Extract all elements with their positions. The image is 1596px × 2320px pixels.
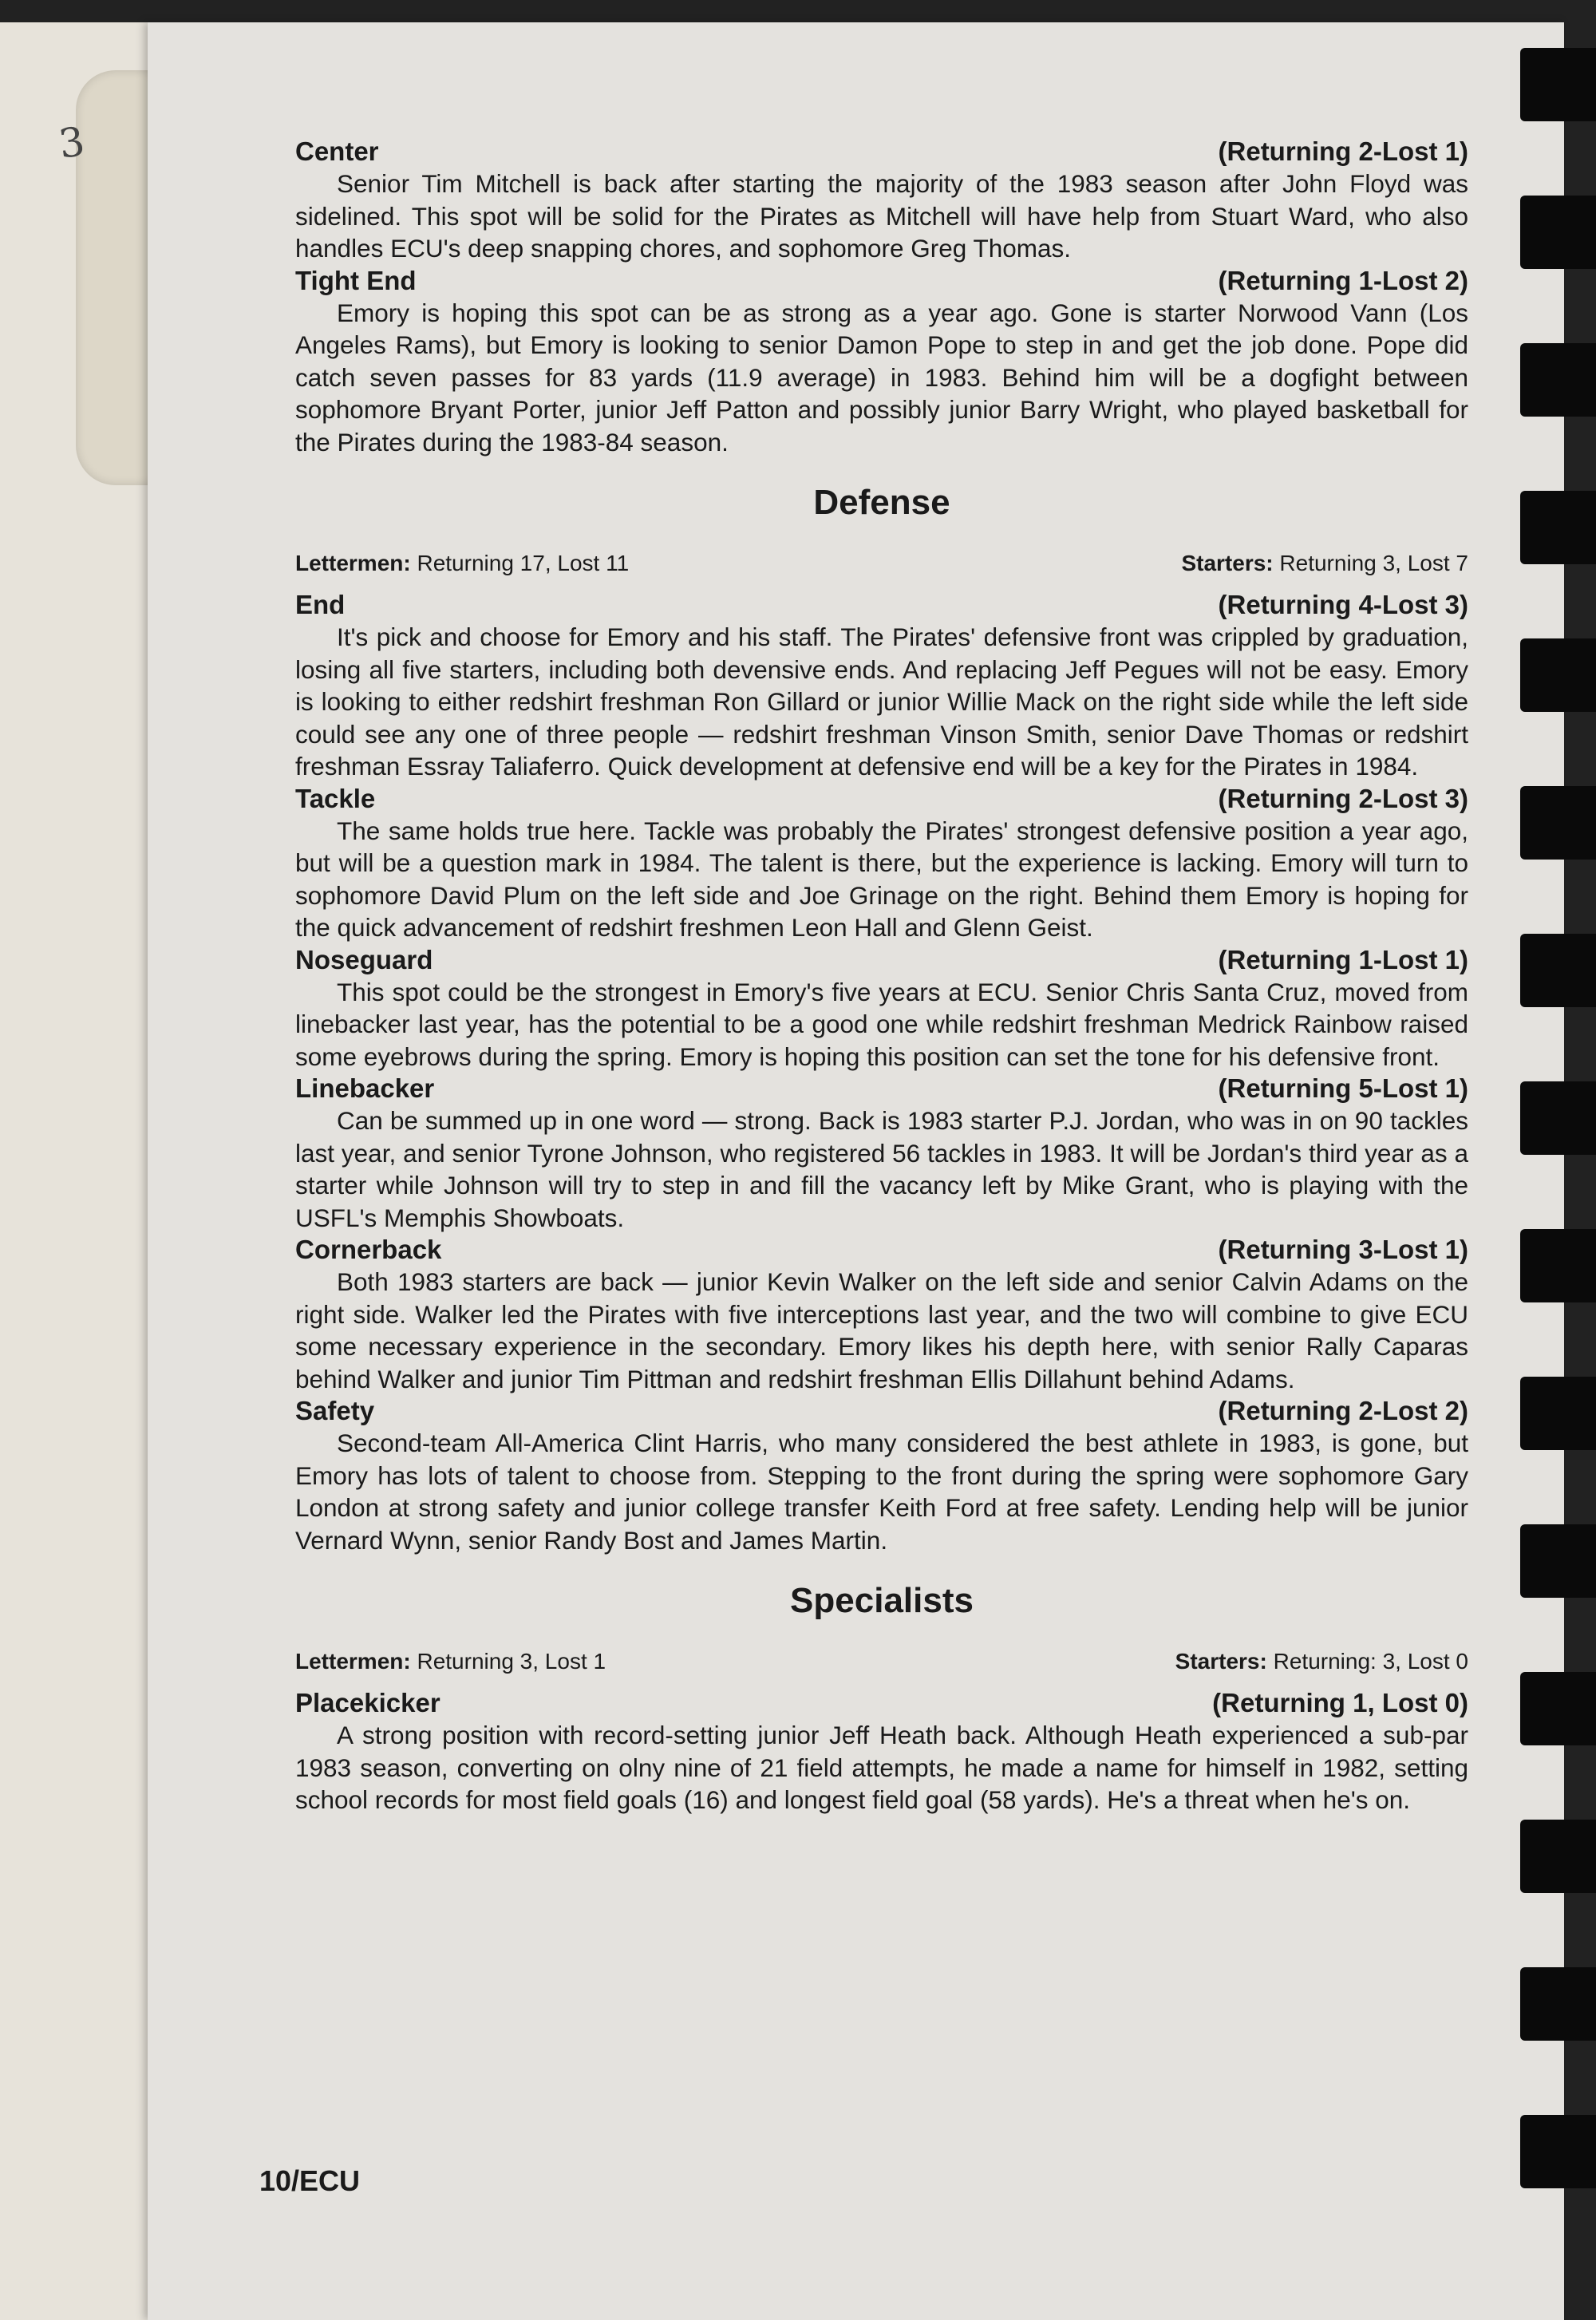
position-status: (Returning 2-Lost 3)	[1218, 783, 1468, 813]
position-block	[295, 136, 1468, 265]
position-text-content: Second-team All-America Clint Harris, who many considered the best athlete in 1983, is gone, but Emory has lots of talent to choose from. Stepping to the front during the spring were sophomore Gary London at strong safety and junior college transfer Keith Ford at free safety. Lending help will be junior Vernard Wynn, senior Randy Bost and James Martin.	[295, 1429, 1468, 1555]
binding-ring	[1520, 1967, 1596, 2041]
position-text-content: Can be summed up in one word — strong. Back is 1983 starter P.J. Jordan, who was in on 90 tackles last year, and senior Tyrone Johnson, who registered 56 tackles in 1983. It will be Jordan's third year as a starter while Johnson will try to step in and fill the vacancy left by Mike Grant, who is playing with the USFL's Memphis Showboats.	[295, 1106, 1468, 1232]
position-heading	[295, 265, 1468, 297]
binding-ring	[1520, 196, 1596, 269]
position-name: Tackle	[295, 783, 376, 813]
position-text	[295, 1105, 1468, 1234]
position-block	[295, 1073, 1468, 1234]
specialists-starters	[1175, 1647, 1468, 1676]
binding-ring	[1520, 1820, 1596, 1893]
binding-ring	[1520, 638, 1596, 712]
page-number: 10/ECU	[259, 2164, 361, 2197]
position-status: (Returning 5-Lost 1)	[1218, 1073, 1468, 1103]
position-text	[295, 1266, 1468, 1395]
position-block	[295, 1234, 1468, 1395]
position-heading	[295, 136, 1468, 168]
binding-ring	[1520, 1229, 1596, 1302]
lettermen-label: Lettermen:	[295, 551, 411, 575]
specialists-section-title: Specialists	[790, 1581, 974, 1620]
position-text-content: This spot could be the strongest in Emory's five years at ECU. Senior Chris Santa Cruz, moved from linebacker last year, has the potential to be a good one while redshirt freshman Medrick Rainbow raised some eyebrows during the spring. Emory is hoping this position can set the tone for his defensive front.	[295, 977, 1468, 1071]
position-text	[295, 621, 1468, 783]
spiral-binding	[1520, 48, 1596, 2282]
position-name: End	[295, 590, 346, 619]
defense-lettermen	[295, 549, 629, 578]
position-status: (Returning 2-Lost 1)	[1218, 136, 1468, 166]
position-text	[295, 168, 1468, 265]
starters-value: Returning: 3, Lost 0	[1273, 1649, 1468, 1674]
position-status: (Returning 1-Lost 1)	[1218, 944, 1468, 974]
position-block	[295, 944, 1468, 1073]
lettermen-value: Returning 17, Lost 11	[417, 551, 630, 575]
position-block	[295, 589, 1468, 783]
position-status: (Returning 3-Lost 1)	[1218, 1235, 1468, 1264]
position-heading	[295, 589, 1468, 621]
position-text	[295, 1427, 1468, 1556]
binding-ring	[1520, 1524, 1596, 1598]
defense-section-title: Defense	[813, 483, 950, 522]
position-name: Placekicker	[295, 1688, 440, 1717]
position-text-content: It's pick and choose for Emory and his staff. The Pirates' defensive front was crippled by graduation, losing all five starters, including both devensive ends. And replacing Jeff Pegues will not be easy. Emory is looking to either redshirt freshman Ron Gillard or junior Willie Mack on the right side while the left side could see any one of three people — redshirt freshman Vinson Smith, senior Dave Thomas or redshirt freshman Essray Taliaferro. Quick development at defensive end will be a key for the Pirates in 1984.	[295, 622, 1468, 781]
position-heading	[295, 1073, 1468, 1105]
position-name: Linebacker	[295, 1073, 435, 1103]
position-heading	[295, 944, 1468, 976]
specialists-lettermen-row	[295, 1647, 1468, 1676]
binding-ring	[1520, 1672, 1596, 1745]
binding-ring	[1520, 1377, 1596, 1450]
position-text-content: Senior Tim Mitchell is back after starting the majority of the 1983 season after John Floyd was sidelined. This spot will be solid for the Pirates as Mitchell will have help from Stuart Ward, who also handles ECU's deep snapping chores, and sophomore Greg Thomas.	[295, 169, 1468, 263]
binding-ring	[1520, 786, 1596, 860]
position-block	[295, 783, 1468, 944]
position-name: Safety	[295, 1396, 375, 1425]
position-status: (Returning 4-Lost 3)	[1218, 590, 1468, 619]
position-text	[295, 1719, 1468, 1816]
divider-tab	[76, 70, 156, 485]
position-status: (Returning 1-Lost 2)	[1218, 265, 1468, 295]
position-name: Center	[295, 136, 379, 166]
lettermen-label: Lettermen:	[295, 1649, 411, 1674]
binding-ring	[1520, 934, 1596, 1007]
position-status: (Returning 2-Lost 2)	[1218, 1396, 1468, 1425]
handwritten-page-mark: 3	[56, 118, 88, 168]
specialists-lettermen	[295, 1647, 606, 1676]
binding-ring	[1520, 1081, 1596, 1155]
binding-ring	[1520, 491, 1596, 564]
position-block	[295, 265, 1468, 459]
starters-label: Starters:	[1181, 551, 1274, 575]
position-heading	[295, 1395, 1468, 1427]
starters-value: Returning 3, Lost 7	[1279, 551, 1468, 575]
defense-lettermen-row	[295, 549, 1468, 578]
lettermen-value: Returning 3, Lost 1	[417, 1649, 606, 1674]
position-text-content: Both 1983 starters are back — junior Kevin Walker on the left side and senior Calvin Adams on the right side. Walker led the Pirates with five interceptions last year, and the two will combine to give ECU some necessary experience in the secondary. Emory likes his depth here, with senior Rally Caparas behind Walker and junior Tim Pittman and redshirt freshman Ellis Dillahunt behind Adams.	[295, 1267, 1468, 1393]
position-text	[295, 976, 1468, 1073]
binding-ring	[1520, 48, 1596, 121]
defense-starters	[1181, 549, 1468, 578]
position-text	[295, 297, 1468, 459]
page-content	[295, 136, 1468, 1816]
binding-ring	[1520, 343, 1596, 417]
position-name: Tight End	[295, 265, 417, 295]
position-text	[295, 815, 1468, 944]
binding-ring	[1520, 2115, 1596, 2188]
position-status: (Returning 1, Lost 0)	[1212, 1688, 1468, 1717]
position-text-content: Emory is hoping this spot can be as strong as a year ago. Gone is starter Norwood Vann (Los Angeles Rams), but Emory is looking to senior Damon Pope to step in and get the job done. Pope did catch seven passes for 83 yards (11.9 average) in 1983. Behind him will be a dogfight between sophomore Bryant Porter, junior Jeff Patton and possibly junior Barry Wright, who played basketball for the Pirates during the 1983-84 season.	[295, 298, 1468, 456]
specialists-position-list	[295, 1687, 1468, 1816]
offense-position-list	[295, 136, 1468, 458]
defense-position-list	[295, 589, 1468, 1556]
position-heading	[295, 1234, 1468, 1266]
position-block	[295, 1395, 1468, 1556]
position-block	[295, 1687, 1468, 1816]
position-text-content: The same holds true here. Tackle was probably the Pirates' strongest defensive position a year ago, but will be a question mark in 1984. The talent is there, but the experience is lacking. Emory will turn to sophomore David Plum on the left side and Joe Grinage on the right. Behind them Emory is hoping for the quick advancement of redshirt freshmen Leon Hall and Glenn Geist.	[295, 816, 1468, 942]
position-name: Cornerback	[295, 1235, 442, 1264]
starters-label: Starters:	[1175, 1649, 1267, 1674]
position-text-content: A strong position with record-setting junior Jeff Heath back. Although Heath experienced a sub-par 1983 season, converting on olny nine of 21 field attempts, he made a name for himself in 1982, setting school records for most field goals (16) and longest field goal (58 yards). He's a threat when he's on.	[295, 1721, 1468, 1814]
position-heading	[295, 1687, 1468, 1719]
position-name: Noseguard	[295, 944, 433, 974]
position-heading	[295, 783, 1468, 815]
